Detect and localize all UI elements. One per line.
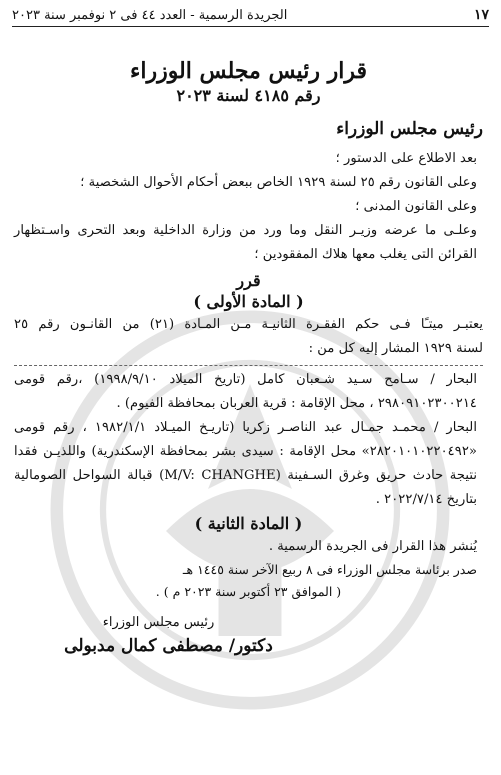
gazette-issue-line: الجريدة الرسمية - العدد ٤٤ فى ٢ نوفمبر سنة ٢٠٢٣ [12,7,288,23]
article-2-heading: ( المادة الثانية ) [194,514,303,533]
decree-number: رقم ٤١٨٥ لسنة ٢٠٢٣ [176,86,321,105]
article-2-text: يُنشر هذا القرار فى الجريدة الرسمية . [268,539,477,554]
decree-issuer: رئيس مجلس الوزراء [336,119,483,139]
preamble-line-2: وعلى القانون رقم ٢٥ لسنة ١٩٢٩ الخاص ببعض أحكام الأحوال الشخصية ؛ [80,175,477,190]
decree-body [14,32,483,656]
signer-title: رئيس مجلس الوزراء [102,615,215,630]
page-header [12,4,489,26]
article-1-heading: ( المادة الأولى ) [193,292,304,311]
decided-heading: قرر [236,271,261,290]
preamble-line-4: وعلـى ما عرضه وزيـر النقل وما ورد من وزارة الداخلية وبعد التحرى واسـتظهار القرائن التى يغلب معها هلاك المفقودين ؛ [14,223,477,262]
issued-date-hijri: صدر برئاسة مجلس الوزراء فى ٨ ربيع الآخر سنة ١٤٤٥ هـ [182,562,477,577]
issued-date-gregorian: ( الموافق ٢٣ أكتوبر سنة ٢٠٢٣ م ) . [155,584,342,599]
person-1-paragraph: البحار / سـامح سـيد شـعبان كامل (تاريخ الميلاد ١٩٩٨/٩/١٠) ،رقم قومى ٢٩٨٠٩١٠٢٣٠٠٢١٤ ، محل الإقامة : قرية العربان بمحافظة الفيوم) . [14,372,477,411]
signer-name: دكتور/ مصطفى كمال مدبولى [64,636,273,656]
page-number: ١٧ [473,7,489,23]
decree-title: قرار رئيس مجلس الوزراء [129,58,367,84]
article-1-line-1: يعتبـر ميتـًا فـى حكم الفقـرة الثانيـة مـن المـادة (٢١) من القانـون رقم ٢٥ [14,317,484,332]
preamble-line-3: وعلى القانون المدنى ؛ [355,199,477,214]
article-1-line-2: لسنة ١٩٢٩ المشار إليه كل من : [308,341,483,356]
preamble-line-1: بعد الاطلاع على الدستور ؛ [335,151,477,166]
dotted-separator [14,365,483,366]
person-2-paragraph: البحار / محمـد جمـال عبد الناصـر زكريا (تاريـخ الميـلاد ١٩٨٢/١/١ ، رقم قومى «٢٨٢٠١٠١٠٢٢٠٤٩٢» محل الإقامة : سيدى بشر بمحافظة الإسكندرية) واللذيـن فقدا نتيجة حادث حريق وغرق السـفينة (M/V: CHANGHE) قبالة السواحل الصومالية بتاريخ ٢٠٢٢/٧/١٤ . [14,420,477,507]
header-rule [12,26,489,27]
